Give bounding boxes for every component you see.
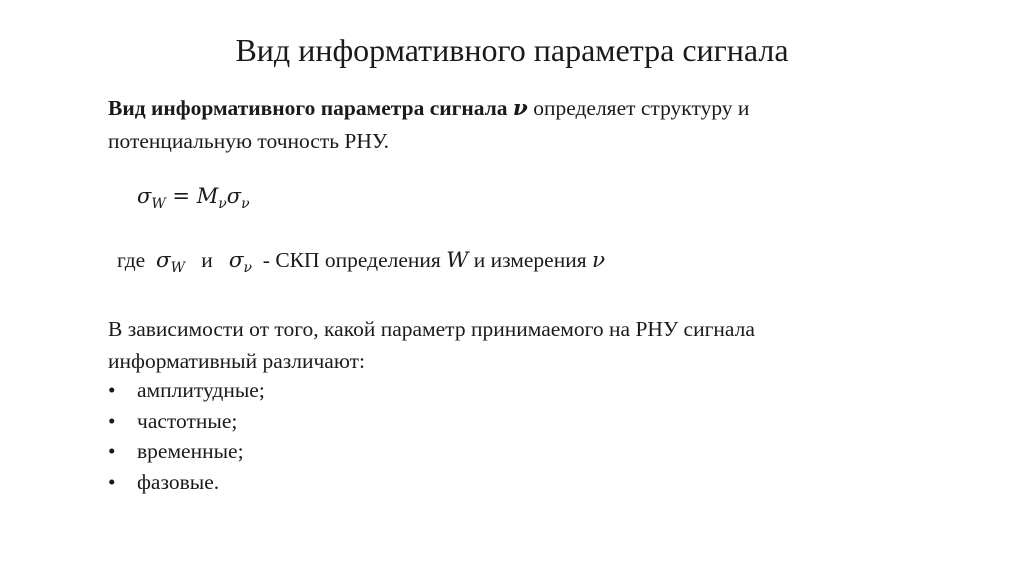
formula-sub-nu2: ν [241, 196, 250, 212]
formula-sigma: σ [137, 184, 152, 208]
intro-rest-line1: определяет структуру и [527, 96, 750, 120]
bullet-text: частотные; [137, 408, 238, 433]
where-nu: ν [591, 248, 606, 273]
bullet-marker: • [108, 469, 116, 494]
bullet-text: фазовые. [137, 469, 220, 494]
where-and: и [185, 248, 229, 272]
paragraph-line1: В зависимости от того, какой параметр принимаемого на РНУ сигнала [108, 317, 755, 341]
where-sigma-w: σ [155, 248, 171, 273]
bullet-text: амплитудные; [137, 378, 265, 402]
slide-title: Вид информативного параметра сигнала [235, 32, 789, 68]
where-sigma-nu: σ [228, 248, 244, 273]
dependence-paragraph [108, 313, 928, 377]
formula [137, 180, 250, 220]
where-sub-w: W [170, 260, 186, 276]
where-and2: и измерения [468, 248, 592, 272]
list-item [108, 467, 265, 498]
formula-sub-nu: ν [218, 196, 227, 212]
where-w: W [446, 248, 469, 273]
intro-bold-text: Вид информативного параметра сигнала [108, 96, 508, 120]
bullet-marker: • [108, 408, 116, 433]
intro-paragraph [108, 92, 908, 157]
where-line [117, 244, 605, 284]
where-sub-nu: ν [243, 260, 253, 276]
formula-sub-w: W [151, 196, 166, 212]
formula-m: M [196, 184, 219, 208]
intro-line2: потенциальную точность РНУ. [108, 129, 389, 153]
bullet-list [108, 375, 265, 497]
bullet-text: временные; [137, 439, 244, 463]
where-text: - СКП определения [252, 248, 447, 272]
list-item [108, 436, 265, 467]
intro-nu-symbol: ν [512, 96, 528, 121]
where-word: где [117, 248, 156, 272]
list-item [108, 375, 265, 406]
list-item [108, 406, 265, 437]
formula-sigma2: σ [226, 184, 242, 208]
bullet-marker: • [108, 378, 116, 402]
bullet-marker: • [108, 439, 116, 463]
formula-equals: = [165, 184, 197, 208]
paragraph-line2: информативный различают: [108, 349, 365, 373]
